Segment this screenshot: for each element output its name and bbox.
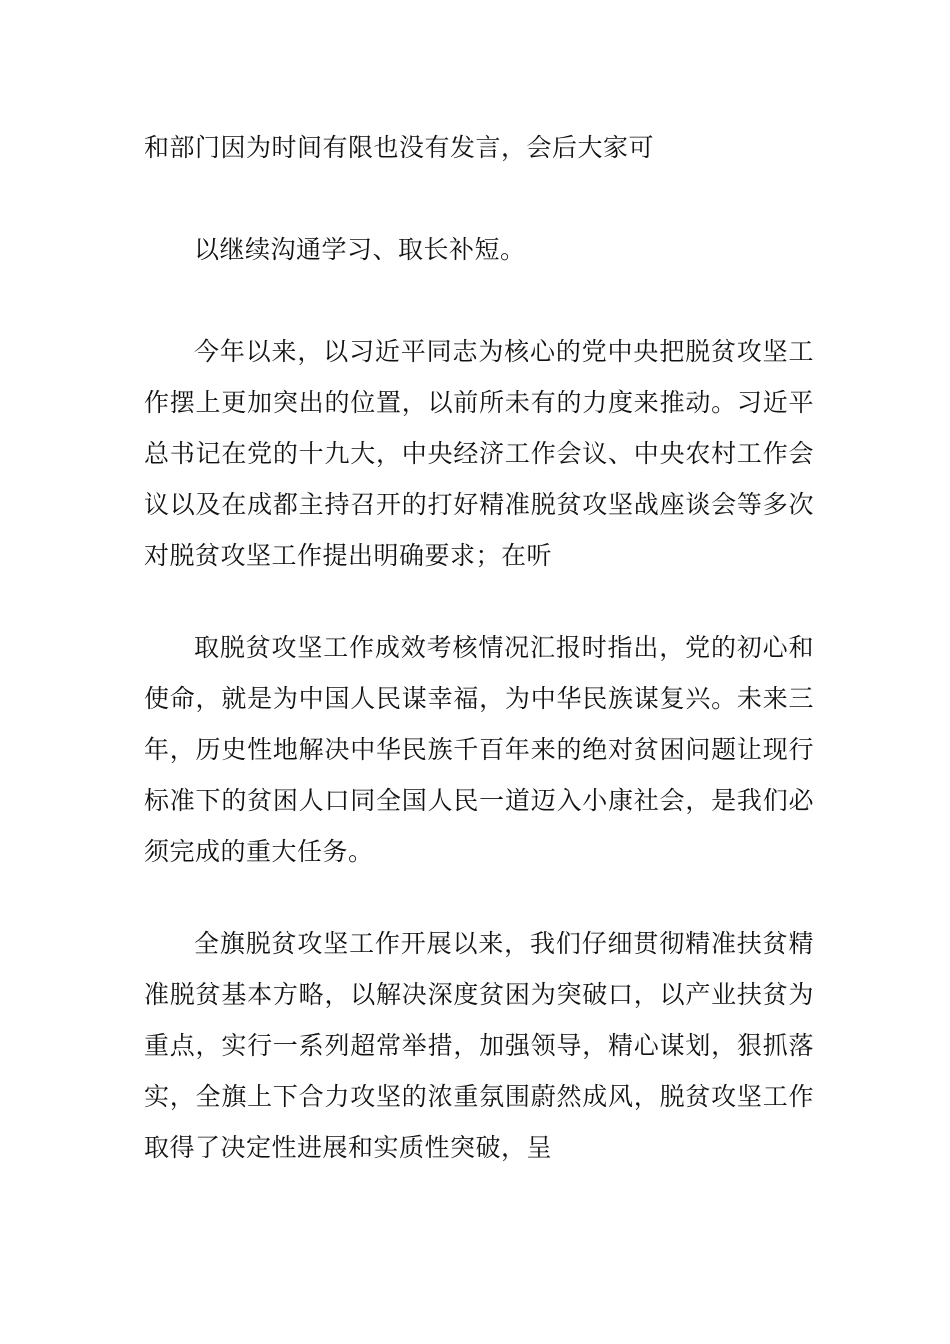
paragraph-2: 以继续沟通学习、取长补短。 <box>194 235 526 264</box>
paragraph-5: 全旗脱贫攻坚工作开展以来，我们仔细贯彻精准扶贫精准脱贫基本方略，以解决深度贫困为突破口，以产业扶贫为重点，实行一系列超常举措，加强领导，精心谋划，狠抓落实，全旗上下合力攻坚的浓重氛围蔚然成风，脱贫攻坚工作取得了决定性进展和实质性突破，呈 <box>144 929 814 1162</box>
paragraph-1: 和部门因为时间有限也没有发言，会后大家可 <box>144 133 655 162</box>
paragraph-3: 今年以来，以习近平同志为核心的党中央把脱贫攻坚工作摆上更加突出的位置，以前所未有的力度来推动。习近平总书记在党的十九大，中央经济工作会议、中央农村工作会议以及在成都主持召开的打好精准脱贫攻坚战座谈会等多次对脱贫攻坚工作提出明确要求；在听 <box>144 337 814 570</box>
paragraph-4: 取脱贫攻坚工作成效考核情况汇报时指出，党的初心和使命，就是为中国人民谋幸福，为中华民族谋复兴。未来三年，历史性地解决中华民族千百年来的绝对贫困问题让现行标准下的贫困人口同全国人民一道迈入小康社会，是我们必须完成的重大任务。 <box>144 633 814 866</box>
